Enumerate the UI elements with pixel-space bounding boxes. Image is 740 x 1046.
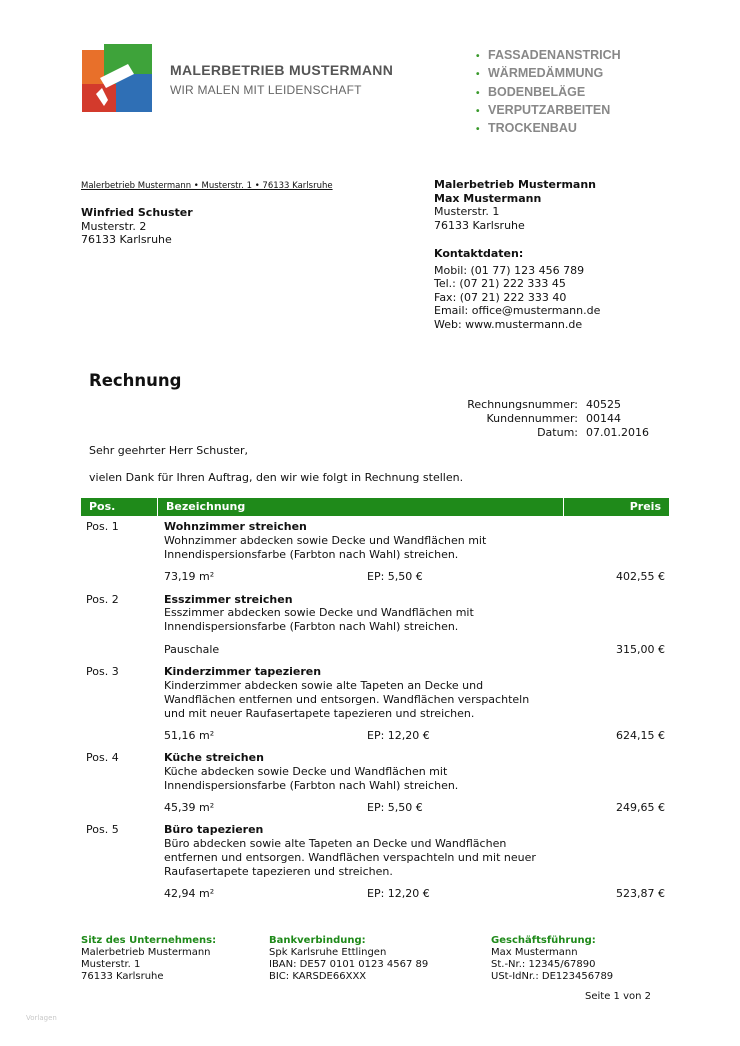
contact-fax: Fax: (07 21) 222 333 40 <box>434 290 567 304</box>
issuer-name: Max Mustermann <box>434 191 542 205</box>
footer-heading: Sitz des Unternehmens: <box>81 935 217 946</box>
invoice-number-row: Rechnungsnummer: 40525 <box>467 398 621 411</box>
recipient-street: Musterstr. 2 <box>81 219 147 233</box>
issuer-street: Musterstr. 1 <box>434 205 500 219</box>
pos-label: Pos. 5 <box>86 823 119 836</box>
item-price: 402,55 € <box>616 570 665 583</box>
col-price-header: Preis <box>629 500 661 513</box>
recipient-address <box>81 206 193 247</box>
item-quantity: 45,39 m² <box>164 801 215 814</box>
col-pos-header: Pos. <box>89 500 116 513</box>
item-description: Esszimmer abdecken sowie Decke und Wandflächen mit Innendispersionsfarbe (Farbton nach Wahl) streichen. <box>164 606 474 633</box>
sender-return-line: Malerbetrieb Mustermann • Musterstr. 1 • 76133 Karlsruhe <box>81 181 333 191</box>
document-title: Rechnung <box>89 371 182 390</box>
customer-number-row: Kundennummer: 00144 <box>486 412 621 425</box>
item-description: Küche abdecken sowie Decke und Wandflächen mit Innendispersionsfarbe (Farbton nach Wahl) streichen. <box>164 765 459 792</box>
footer-company-seat: Sitz des Unternehmens: Malerbetrieb Mustermann Musterstr. 1 76133 Karlsruhe <box>81 935 217 982</box>
issuer-company: Malerbetrieb Mustermann <box>434 178 596 191</box>
contact-mobile: Mobil: (01 77) 123 456 789 <box>434 263 585 277</box>
item-unit-price: EP: 12,20 € <box>367 887 430 900</box>
item-description: Kinderzimmer abdecken sowie alte Tapeten an Decke und Wandflächen entfernen und entsorgen. Wandflächen verspachteln und mit neuer Raufasertapete tapezieren und streichen. <box>164 679 530 720</box>
pos-label: Pos. 2 <box>86 593 119 606</box>
service-item: • TROCKENBAU <box>476 119 621 137</box>
service-item: • VERPUTZARBEITEN <box>476 101 621 119</box>
contact-block <box>434 247 600 332</box>
services-list <box>476 46 621 137</box>
service-item: • BODENBELÄGE <box>476 83 621 101</box>
bullet-icon: • <box>476 51 480 62</box>
item-unit-price: EP: 5,50 € <box>367 570 423 583</box>
header-divider <box>563 498 564 516</box>
item-price: 523,87 € <box>616 887 665 900</box>
item-title: Küche streichen <box>164 751 264 764</box>
item-price: 624,15 € <box>616 729 665 742</box>
contact-web[interactable]: Web: www.mustermann.de <box>434 317 583 331</box>
item-title: Büro tapezieren <box>164 823 264 836</box>
item-price: 315,00 € <box>616 643 665 656</box>
company-logo <box>82 44 152 112</box>
item-quantity: 51,16 m² <box>164 729 215 742</box>
pos-label: Pos. 1 <box>86 520 119 533</box>
page-number: Seite 1 von 2 <box>585 991 651 1002</box>
contact-email[interactable]: Email: office@mustermann.de <box>434 304 601 318</box>
service-item: • FASSADENANSTRICH <box>476 46 621 64</box>
item-description: Büro abdecken sowie alte Tapeten an Decke und Wandflächen entfernen und entsorgen. Wandflächen verspachteln und mit neuer Raufasertapete tapezieren und streichen. <box>164 837 536 878</box>
item-unit-price: EP: 5,50 € <box>367 801 423 814</box>
company-slogan: WIR MALEN MIT LEIDENSCHAFT <box>170 83 362 97</box>
bullet-icon: • <box>476 124 480 136</box>
item-quantity: Pauschale <box>164 643 220 656</box>
item-price: 249,65 € <box>616 801 665 814</box>
bullet-icon: • <box>476 105 480 117</box>
bullet-icon: • <box>476 69 480 81</box>
item-description: Wohnzimmer abdecken sowie Decke und Wandflächen mit Innendispersionsfarbe (Farbton nach Wahl) streichen. <box>164 534 487 561</box>
recipient-city: 76133 Karlsruhe <box>81 233 172 247</box>
issuer-address <box>434 178 596 232</box>
item-quantity: 42,94 m² <box>164 887 215 900</box>
date-row: Datum: 07.01.2016 <box>537 426 649 439</box>
pos-label: Pos. 3 <box>86 665 119 678</box>
header-divider <box>157 498 158 516</box>
footer-bank: Bankverbindung: Spk Karlsruhe Ettlingen IBAN: DE57 0101 0123 4567 89 BIC: KARSDE66XXX <box>269 935 429 982</box>
item-unit-price: EP: 12,20 € <box>367 729 430 742</box>
bullet-icon: • <box>476 87 480 99</box>
item-title: Esszimmer streichen <box>164 593 293 606</box>
intro-text: vielen Dank für Ihren Auftrag, den wir wie folgt in Rechnung stellen. <box>89 471 464 484</box>
item-quantity: 73,19 m² <box>164 570 215 583</box>
invoice-meta <box>400 398 680 440</box>
contact-heading: Kontaktdaten: <box>434 247 524 260</box>
contact-phone: Tel.: (07 21) 222 333 45 <box>434 277 566 291</box>
item-title: Kinderzimmer tapezieren <box>164 665 322 678</box>
watermark: Vorlagen <box>26 1014 57 1022</box>
footer-heading: Bankverbindung: <box>269 935 366 946</box>
item-title: Wohnzimmer streichen <box>164 520 307 533</box>
col-desc-header: Bezeichnung <box>166 500 246 513</box>
footer-heading: Geschäftsführung: <box>491 935 596 946</box>
issuer-city: 76133 Karlsruhe <box>434 218 525 232</box>
pos-label: Pos. 4 <box>86 751 119 764</box>
company-name: MALERBETRIEB MUSTERMANN <box>170 62 394 78</box>
table-header <box>81 498 669 516</box>
greeting: Sehr geehrter Herr Schuster, <box>89 444 249 457</box>
recipient-name: Winfried Schuster <box>81 206 193 219</box>
service-item: • WÄRMEDÄMMUNG <box>476 64 621 82</box>
footer-management: Geschäftsführung: Max Mustermann St.-Nr.: 12345/67890 USt-IdNr.: DE123456789 <box>491 935 614 982</box>
